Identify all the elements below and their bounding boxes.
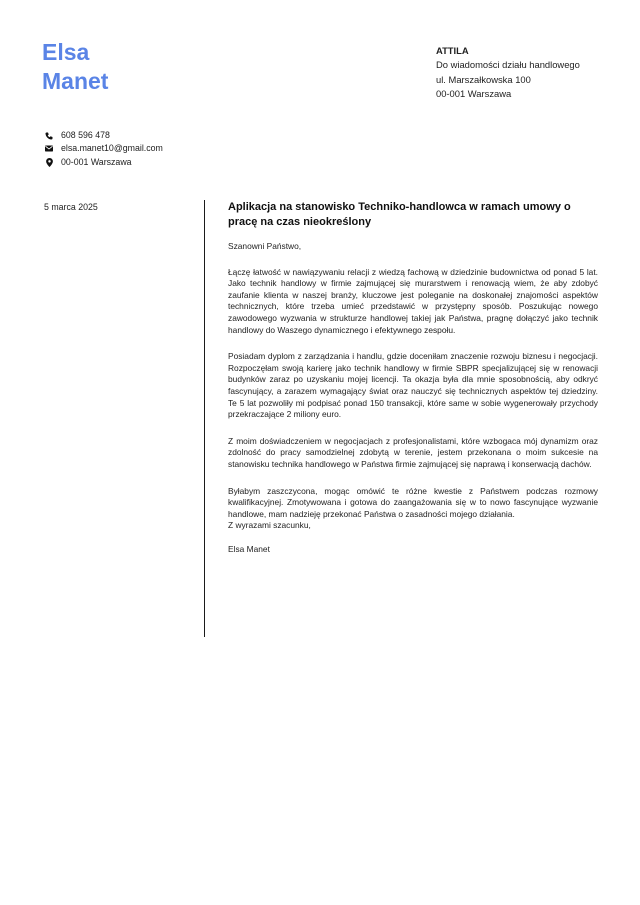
vertical-divider [204, 200, 205, 637]
recipient-city: 00-001 Warszawa [436, 87, 512, 99]
letter-signature: Elsa Manet [228, 543, 270, 554]
recipient-company: ATTILA [436, 45, 469, 56]
sender-first-name: Elsa [42, 39, 90, 65]
letter-body [228, 200, 598, 555]
envelope-icon [44, 144, 54, 154]
letter-paragraph: Byłabym zaszczycona, mogąc omówić te różne kwestie z Państwem podczas rozmowy kwalifikacyjnej. Zmotywowana i gotowa do zaangażowania się w to nowo fascynujące wyzwanie handlowe, mam nadzieję przekonać Państwa o zasadności mojego działania. [228, 485, 598, 519]
location-pin-icon [44, 157, 54, 167]
contact-email: elsa.manet10@gmail.com [61, 143, 163, 154]
letter-closing: Z wyrazami szacunku, [228, 520, 311, 531]
contact-address: 00-001 Warszawa [61, 156, 132, 167]
contact-address-row [44, 156, 163, 169]
recipient-block [436, 44, 580, 101]
contact-email-row [44, 142, 163, 155]
letter-date: 5 marca 2025 [44, 202, 98, 212]
contact-phone: 608 596 478 [61, 130, 110, 140]
recipient-street: ul. Marszałkowska 100 [436, 73, 531, 85]
contact-block [44, 129, 163, 169]
letter-paragraph: Posiadam dyplom z zarządzania i handlu, gdzie doceniłam znaczenie rozwoju biznesu i negocjacji. Rozpoczęłam swoją karierę jako technik handlowy w firmie SBPR specjalizującej się w renowacji budynków zaraz po uzyskaniu mojej licencji. Ta okazja była dla mnie sposobnością, aby odkryć fascynujący, a zarazem wymagający świat oraz nauczyć się technicznych aspektów tej dziedziny. Te 5 lat pozwoliły mi podpisać ponad 150 transakcji, które same w sobie wygenerowały przychody przekraczające 2 miliony euro. [228, 351, 598, 420]
sender-last-name: Manet [42, 68, 109, 94]
letter-paragraph: Łączę łatwość w nawiązywaniu relacji z wiedzą fachową w dziedzinie budownictwa od ponad 5 lat. Jako technik handlowy w firmie zajmującej się murarstwem i renowacją wiem, że aby zdobyć zaufanie klienta w naszej branży, kluczowe jest poleganie na doskonałej znajomości aspektów technicznych, które trzeba umieć przedstawić w przystępny sposób. Poszukując nowego zawodowego wyzwania w strukturze handlowej takiej jak Państwa, pragnę dołączyć jako technik handlowy do Waszego dynamicznego i efektywnego zespołu. [228, 266, 598, 335]
contact-phone-row [44, 129, 163, 142]
letter-subject: Aplikacja na stanowisko Techniko-handlowca w ramach umowy o pracę na czas nieokreślony [228, 201, 571, 228]
phone-icon [44, 131, 54, 141]
letter-paragraph: Z moim doświadczeniem w negocjacjach z profesjonalistami, które wzbogaca mój dynamizm oraz zdolność do pracy samodzielnej zdobytą w terenie, jestem przekonana o moim sukcesie na stanowisku technika handlowego w Państwa firmie zajmującej się naprawą i konserwacją dachów. [228, 435, 598, 469]
letter-greeting: Szanowni Państwo, [228, 241, 302, 251]
sender-name [42, 38, 108, 96]
recipient-department: Do wiadomości działu handlowego [436, 59, 580, 71]
